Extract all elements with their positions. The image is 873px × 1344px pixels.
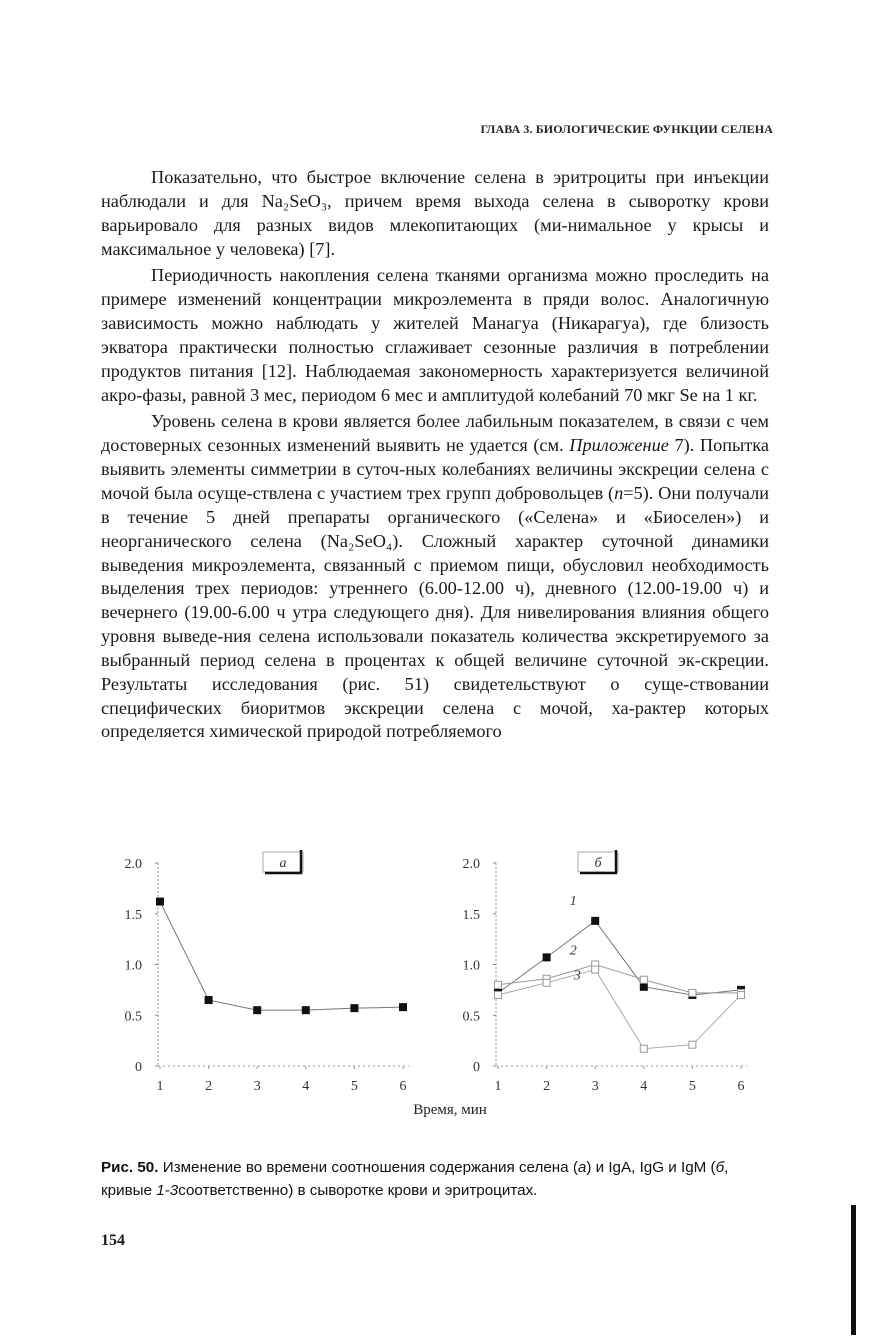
y-tick-label: 0 [473, 1060, 480, 1075]
data-point [157, 898, 164, 905]
caption-text-a: Изменение во времени соотношения содержания селена ( [158, 1159, 578, 1176]
y-tick-label: 2.0 [124, 857, 142, 872]
data-point [543, 979, 550, 986]
data-point [495, 981, 502, 988]
data-point [351, 1005, 358, 1012]
y-tick-label: 0.5 [124, 1009, 142, 1025]
sample-size-symbol: n [614, 482, 624, 503]
data-point [400, 1004, 407, 1011]
appendix-reference: Приложение [569, 435, 669, 456]
chart-panel-2 [463, 850, 748, 1094]
caption-text-c: , кривые [101, 1159, 729, 1199]
y-tick-label: 1.5 [124, 907, 142, 923]
scan-edge-line [851, 1205, 856, 1335]
data-point [640, 1045, 647, 1052]
x-tick-label: 2 [205, 1079, 213, 1094]
panel-label: б [594, 856, 602, 871]
running-head: ГЛАВА 3. БИОЛОГИЧЕСКИЕ ФУНКЦИИ СЕЛЕНА [480, 122, 773, 136]
data-point [495, 991, 502, 998]
data-point [205, 997, 212, 1004]
x-tick-label: 1 [156, 1079, 164, 1094]
x-tick-label: 4 [640, 1079, 648, 1094]
data-point [640, 976, 647, 983]
caption-text-d: соответственно) в сыворотке крови и эритроцитах. [178, 1182, 538, 1199]
chart-panel-1 [125, 850, 410, 1094]
y-tick-label: 2.0 [462, 857, 480, 872]
data-point [592, 966, 599, 973]
figure-50-chart [100, 840, 800, 1130]
y-tick-label: 1.0 [462, 958, 480, 974]
x-tick-label: 2 [543, 1079, 551, 1094]
x-tick-label: 4 [302, 1079, 310, 1094]
x-tick-label: 6 [399, 1079, 407, 1094]
caption-label: Рис. 50. [101, 1159, 159, 1176]
caption-panel-b: б [715, 1159, 725, 1176]
series-label-2: 2 [569, 943, 577, 959]
paragraph-1: Показательно, что быстрое включение селена в эритроциты при инъекции наблюдали и для Na₂SeO₃, причем время выхода селена в сыворотку крови варьировало для разных видов млекопитающих (ми-нимальное у крысы и максимальное у человека) [7]. [101, 167, 769, 259]
series-label-1: 1 [569, 893, 577, 909]
series-line-1 [160, 902, 403, 1011]
series-line-3 [498, 970, 741, 1049]
x-tick-label: 3 [253, 1079, 261, 1094]
series-label-3: 3 [573, 968, 581, 984]
data-point [640, 983, 647, 990]
paragraph-3-part-a: Уровень селена в крови является более лабильным показателем, в связи с чем достоверных сезонных изменений выявить не удается (см. [101, 411, 769, 456]
caption-text-b: ) и IgA, IgG и IgM ( [586, 1159, 716, 1176]
figure-50 [100, 840, 800, 1130]
data-point [543, 954, 550, 961]
data-point [738, 991, 745, 998]
x-axis-title: Время, мин [413, 1102, 487, 1118]
figure-caption [101, 1156, 781, 1202]
data-point [254, 1007, 261, 1014]
data-point [689, 989, 696, 996]
data-point [302, 1007, 309, 1014]
x-tick-label: 1 [494, 1079, 502, 1094]
caption-curves: 1-3 [156, 1182, 179, 1199]
body-text [101, 166, 769, 747]
panel-label: а [279, 856, 287, 871]
x-tick-label: 5 [350, 1079, 358, 1094]
paragraph-3-part-b: 7). Попытка выявить элементы симметрии в суточ-ных колебаниях величины экскреции селена с мочой была осуще-ствлена с участием трех групп добровольцев ( [101, 435, 770, 503]
series-line-1 [498, 921, 741, 995]
y-tick-label: 0.5 [462, 1009, 480, 1025]
data-point [689, 1041, 696, 1048]
paragraph-3 [101, 410, 769, 744]
caption-panel-a: а [577, 1159, 587, 1176]
series-line-2 [498, 965, 741, 993]
data-point [592, 917, 599, 924]
y-tick-label: 1.5 [462, 907, 480, 923]
page-number: 154 [101, 1232, 125, 1249]
x-tick-label: 3 [591, 1079, 599, 1094]
y-tick-label: 1.0 [124, 958, 142, 974]
y-tick-label: 0 [135, 1060, 142, 1075]
paragraph-2: Периодичность накопления селена тканями организма можно проследить на примере изменений концентрации микроэлемента в пряди волос. Аналогичную зависимость можно наблюдать у жителей Манагуа (Никарагуа), где близость экватора практически полностью сглаживает сезонные различия в потреблении продуктов питания [12]. Наблюдаемая закономерность характеризуется величиной акро-фазы, равной 3 мес, периодом 6 мес и амплитудой колебаний 70 мкг Se на 1 кг. [101, 265, 769, 405]
x-tick-label: 6 [737, 1079, 745, 1094]
paragraph-3-part-c: =5). Они получали в течение 5 дней препараты органического («Селена» и «Биоселен») и неорганического селена (Na₂SeO₄). Сложный характер суточной динамики выведения микроэлемента, связанный с приемом пищи, обусловил необходимость выделения трех периодов: утреннего (6.00-12.00 ч), дневного (12.00-19.00 ч) и вечернего (19.00-6.00 ч утра следующего дня). Для нивелирования влияния общего уровня выведе-ния селена использовали показатель количества экскретируемого за выбранный период селена в процентах к общей величине суточной эк-скреции. Результаты исследования (рис. 51) свидетельствуют о суще-ствовании специфических биоритмов экскреции селена с мочой, ха-рактер которых определяется химической природой потребляемого [101, 482, 769, 742]
x-tick-label: 5 [688, 1079, 696, 1094]
